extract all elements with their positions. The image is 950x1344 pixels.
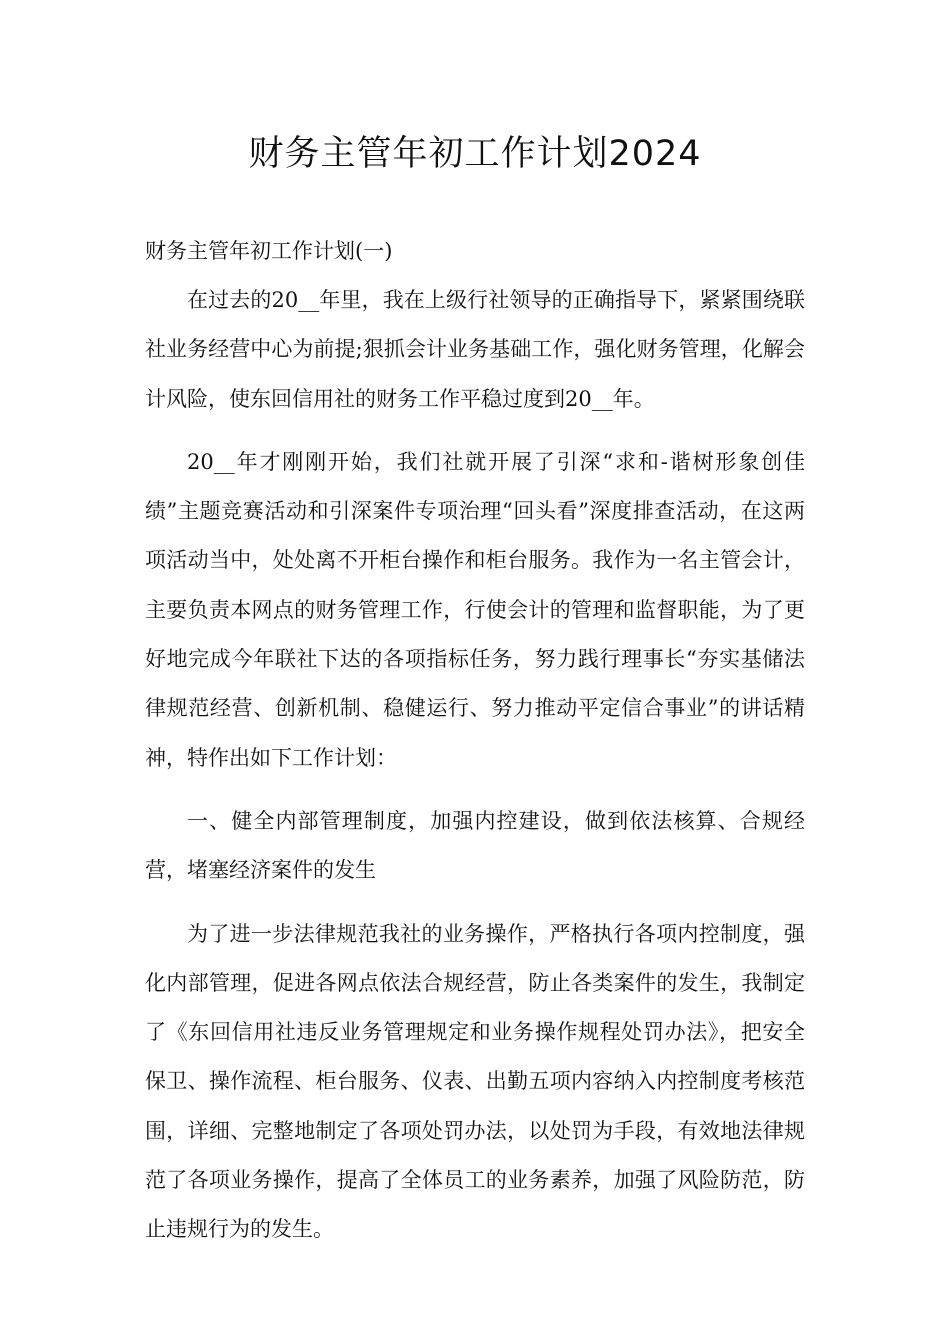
paragraph-1: 在过去的20__年里，我在上级行社领导的正确指导下，紧紧围绕联社业务经营中心为前提;狠抓会计业务基础工作，强化财务管理，化解会计风险，使东回信用社的财务工作平稳过度到20__年。 (145, 288, 805, 411)
paragraph-4: 为了进一步法律规范我社的业务操作，严格执行各项内控制度，强化内部管理，促进各网点依法合规经营，防止各类案件的发生，我制定了《东回信用社违反业务管理规定和业务操作规程处罚办法》，把安全保卫、操作流程、柜台服务、仪表、出勤五项内容纳入内控制度考核范围，详细、完整地制定了各项处罚办法，以处罚为手段，有效地法律规范了各项业务操作，提高了全体员工的业务素养，加强了风险防范，防止违规行为的发生。 (145, 921, 805, 1242)
section-heading: 财务主管年初工作计划(一) (145, 239, 393, 263)
document-title: 财务主管年初工作计划2024 (248, 134, 702, 174)
paragraph-3: 一、健全内部管理制度，加强内控建设，做到依法核算、合规经营，堵塞经济案件的发生 (145, 808, 805, 883)
paragraph-2: 20__年才刚刚开始，我们社就开展了引深“求和-谐树形象创佳绩”主题竞赛活动和引深案件专项治理“回头看”深度排查活动，在这两项活动当中，处处离不开柜台操作和柜台服务。我作为一名主管会计，主要负责本网点的财务管理工作，行使会计的管理和监督职能，为了更好地完成今年联社下达的各项指标任务，努力践行理事长“夯实基储法律规范经营、创新机制、稳健运行、努力推动平定信合事业”的讲话精神，特作出如下工作计划： (145, 449, 805, 770)
